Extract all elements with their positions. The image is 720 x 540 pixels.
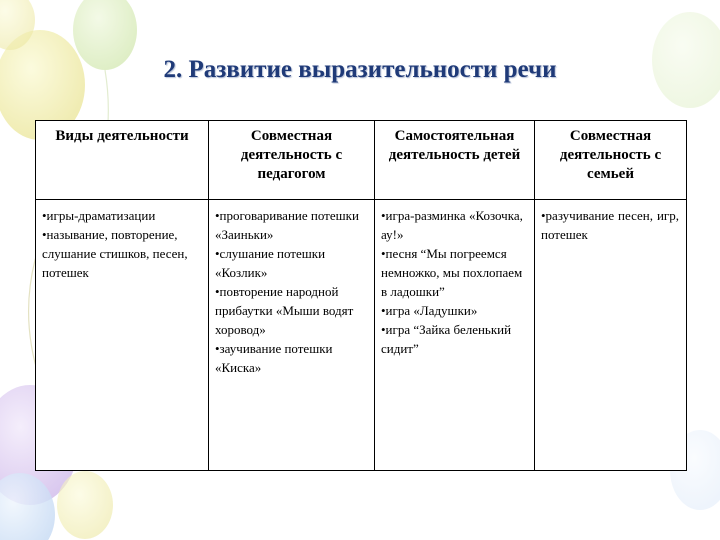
list-item: •игра “Зайка беленький сидит” (381, 322, 512, 356)
header-with-teacher: Совместная деятельность с педагогом (209, 121, 375, 200)
list-item: •называние, повторение, слушание стишков, песен, потешек (42, 227, 188, 280)
cell-with-family (535, 200, 687, 471)
header-independent: Самостоятельная деятельность детей (375, 121, 535, 200)
list-item: •заучивание потешки «Киска» (215, 341, 333, 375)
slide-title: 2. Развитие выразительности речи (163, 56, 557, 83)
header-with-family: Совместная деятельность с семьей (535, 121, 687, 200)
table-row (36, 200, 687, 471)
list-item: •проговаривание потешки «Заиньки» (215, 208, 359, 242)
activity-table (35, 120, 687, 471)
list-item: •песня “Мы погреемся немножко, мы похлопаем в ладошки” (381, 246, 523, 299)
list-item: •повторение народной прибаутки «Мыши водят хоровод» (215, 284, 354, 337)
header-activity-types: Виды деятельности (36, 121, 209, 200)
cell-with-teacher (209, 200, 375, 471)
list-item: •разучивание песен, игр, потешек (541, 208, 679, 242)
list-item: •игры-драматизации (42, 208, 156, 223)
list-item: •слушание потешки «Козлик» (215, 246, 326, 280)
balloon-yellow-bottom (57, 471, 113, 539)
list-item: •игра-разминка «Козочка, ау!» (381, 208, 523, 242)
cell-independent (375, 200, 535, 471)
cell-activity-types (36, 200, 209, 471)
table-header-row (36, 121, 687, 200)
list-item: •игра «Ладушки» (381, 303, 478, 318)
